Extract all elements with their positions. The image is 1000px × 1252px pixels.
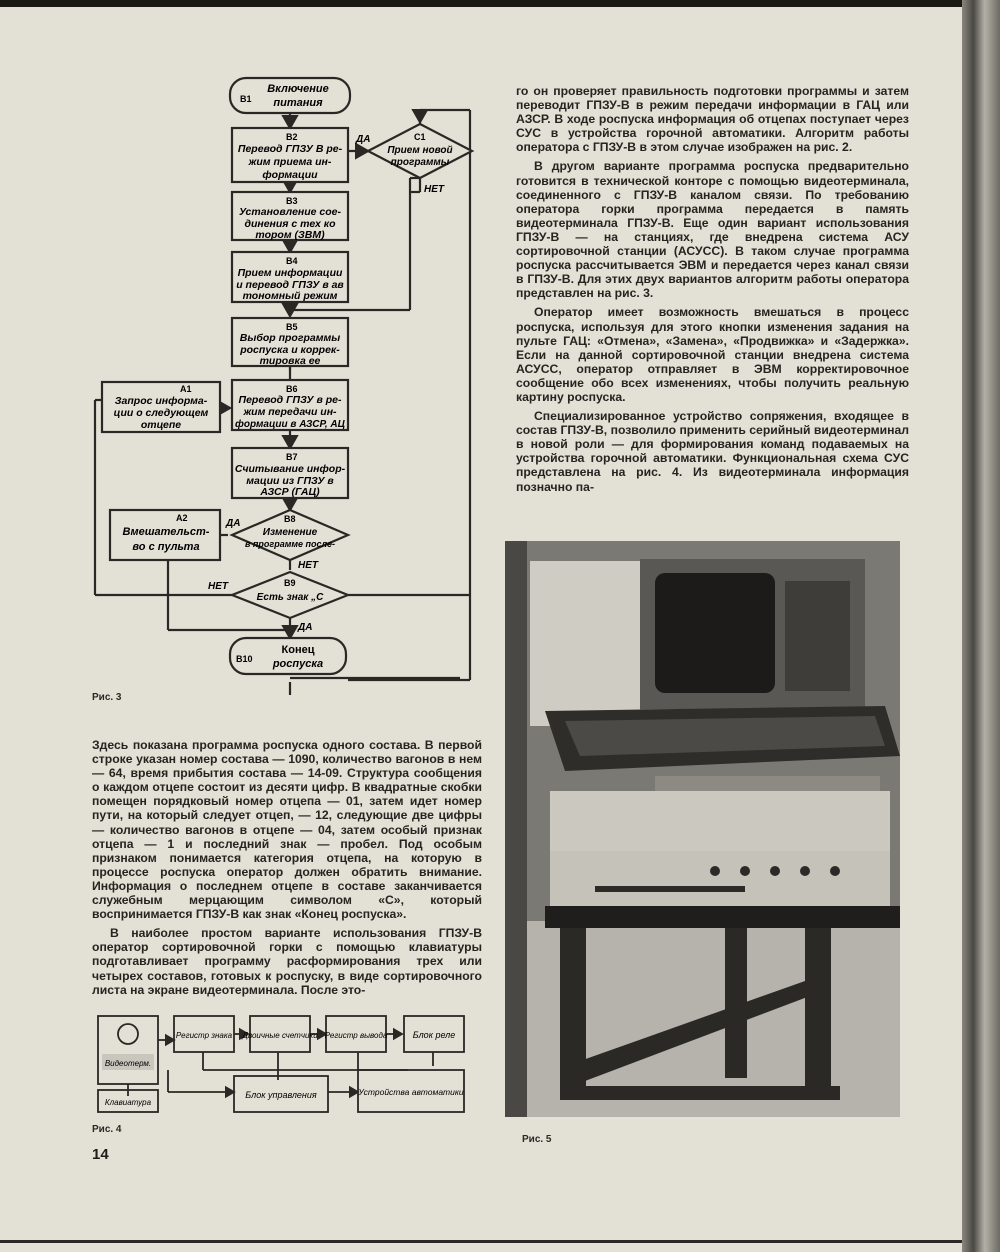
equipment-photo-drawing bbox=[505, 541, 900, 1117]
c1-line1: Прием новой bbox=[387, 145, 453, 156]
blok-rele-label: Блок реле bbox=[412, 1030, 456, 1040]
right-paragraph-2: В другом варианте программа роспуска предварительно готовится в технической конторе с помощью видеотерминала, соединенного с ГПЗУ-В каналом связи. По требованию оператора горки программа передается в память видеотерминала ГПЗУ-В. Еще один вариант использования ГПЗУ-В — на станциях, где внедрена система АСУ сортировочной станции (АСУСС). В таком случае программа роспуска рассчитывается ЭВМ и передается через канал связи в ГПЗУ-В. Для этих двух вариантов алгоритм работы оператора представлен на рис. 3. bbox=[516, 159, 909, 301]
register-znaka-label: Регистр знака bbox=[175, 1031, 233, 1040]
b9-yes-label: ДА bbox=[298, 622, 313, 633]
b3-id: B3 bbox=[286, 196, 298, 206]
b5-line3: тировка ее bbox=[259, 355, 321, 367]
right-paragraph-4: Специализированное устройство сопряжения, входящее в состав ГПЗУ-В, позволило применить серийный видеотерминал в новой роли — для формирования команд подаваемых на устройства горочной автоматики. Функциональная схема СУС представлена на рис. 4. Из видеотерминала информация позначно па- bbox=[516, 409, 909, 494]
b7-line3: АЗСР (ГАЦ) bbox=[260, 486, 320, 498]
b6-line3: формации в АЗСР, АЦ bbox=[235, 419, 345, 430]
b1-line2: питания bbox=[273, 97, 323, 109]
b10-line2: роспуска bbox=[272, 658, 324, 670]
b6-line2: жим передачи ин- bbox=[243, 406, 337, 418]
fig4-caption: Рис. 4 bbox=[92, 1124, 122, 1135]
videoterminal-label: Видеотерм. bbox=[104, 1059, 152, 1068]
c1-id: C1 bbox=[414, 132, 426, 142]
binding-spine bbox=[962, 0, 1000, 1252]
left-paragraph-1: Здесь показана программа роспуска одного состава. В первой строке указан номер состава — 1090, количество вагонов в нем — 64, время прибытия состава — 14-09. Структура сообщения о каждом отцепе состоит из десяти цифр. В квадратные скобки помещен порядковый номер отцепа — 01, затем идет номер пути, на который следует отцеп, — 12, следующие две цифры — количество вагонов в отцепе — 04, затем особый признак отцепа — 1 и последний знак — пробел. Под особым признаком понимается категория отцепа, на которую в процессе роспуска оператор должен обратить внимание. Информация о последнем отцепе в составе заканчивается служебным мерцающим символом «С», который воспринимается ГПЗУ-В как знак «Конец роспуска». bbox=[92, 738, 482, 922]
b2-line1: Перевод ГПЗУ В ре- bbox=[237, 143, 343, 155]
bottom-edge bbox=[0, 1240, 962, 1243]
klaviatura-label: Клавиатура bbox=[104, 1098, 152, 1107]
b5-line1: Выбор программы bbox=[239, 332, 341, 344]
a1-id: A1 bbox=[180, 384, 192, 394]
b2-line3: формации bbox=[262, 169, 318, 181]
block-diagram bbox=[88, 1010, 488, 1120]
b10-id: B10 bbox=[236, 654, 253, 664]
c1-yes-label: ДА bbox=[356, 134, 371, 145]
b1-line1: Включение bbox=[267, 83, 329, 95]
b8-yes-label: ДА bbox=[226, 518, 241, 529]
ustroystva-avtomatiki-label: Устройства автоматики bbox=[358, 1087, 464, 1097]
b5-id: B5 bbox=[286, 322, 298, 332]
b8-id: B8 bbox=[284, 514, 296, 524]
b8-no-label: НЕТ bbox=[298, 560, 318, 571]
b9-no-label: НЕТ bbox=[208, 581, 228, 592]
b6-id: B6 bbox=[286, 384, 298, 394]
b8-line1: Изменение bbox=[262, 527, 318, 538]
right-paragraph-3: Оператор имеет возможность вмешаться в процесс роспуска, используя для этого кнопки изменения задания на пульте ГАЦ: «Отмена», «Замена», «Продвижка» и «Задержка». Если на данной сортировочной станции внедрена система АСУСС, оператор отправляет в ЭВМ корректировочное сообщение обо всех изменениях, чтобы получить реальную картину роспуска. bbox=[516, 305, 909, 404]
dvoichnyi-label: Двоичные счетчики bbox=[242, 1031, 318, 1040]
b4-line3: тономный режим bbox=[242, 290, 338, 302]
left-column-text bbox=[92, 738, 482, 1002]
b3-line2: динения с тех ко bbox=[244, 218, 336, 230]
b2-id: B2 bbox=[286, 132, 298, 142]
a2-line1: Вмешательст- bbox=[122, 526, 210, 538]
b4-line2: и перевод ГПЗУ в ав bbox=[236, 279, 344, 291]
right-column-text bbox=[516, 84, 909, 499]
b9-id: B9 bbox=[284, 578, 296, 588]
a1-line1: Запрос информа- bbox=[114, 395, 208, 407]
right-paragraph-1: го он проверяет правильность подготовки программы и затем переводит ГПЗУ-В в режим передачи информации в ГАЦ или АЗСР. В ходе роспуска информация об отцепах поступает через СУС в устройства горочной автоматики. Алгоритм работы оператора с ГПЗУ-В в этом случае изображен на рис. 2. bbox=[516, 84, 909, 155]
page-number: 14 bbox=[92, 1146, 109, 1163]
b9-line1: Есть знак „С bbox=[256, 592, 324, 603]
c1-line2: программы bbox=[390, 157, 450, 168]
b7-line1: Считывание инфор- bbox=[234, 463, 346, 475]
screen-circle-icon bbox=[118, 1024, 138, 1044]
b7-line2: мации из ГПЗУ в bbox=[246, 475, 334, 487]
b5-line2: роспуска и коррек- bbox=[240, 344, 340, 356]
b2-line2: жим приема ин- bbox=[248, 156, 332, 168]
c1-no-label: НЕТ bbox=[424, 184, 444, 195]
b4-id: B4 bbox=[286, 256, 298, 266]
a1-line2: ции о следующем bbox=[113, 407, 209, 419]
b10-line1: Конец bbox=[281, 644, 315, 656]
b6-line1: Перевод ГПЗУ в ре- bbox=[238, 394, 342, 406]
a2-id: A2 bbox=[176, 513, 188, 523]
a1-line3: отцепе bbox=[140, 419, 182, 431]
a2-line2: во с пульта bbox=[132, 541, 200, 553]
top-edge bbox=[0, 0, 1000, 7]
fig3-caption: Рис. 3 bbox=[92, 692, 122, 703]
blok-upravleniya-label: Блок управления bbox=[245, 1090, 317, 1100]
crt-screen bbox=[655, 573, 775, 693]
b3-line3: тором (ЗВМ) bbox=[255, 229, 325, 241]
b7-id: B7 bbox=[286, 452, 298, 462]
b4-line1: Прием информации bbox=[237, 267, 343, 279]
b3-line1: Установление сое- bbox=[238, 206, 342, 218]
left-paragraph-2: В наиболее простом варианте использования ГПЗУ-В оператор сортировочной горки с помощью клавиатуры подготавливает программу расформирования трех или четырех составов, готовых к роспуску, в виде сортировочного листа на экране видеотерминала. После это- bbox=[92, 926, 482, 997]
b1-id: B1 bbox=[240, 94, 252, 104]
flowchart bbox=[80, 70, 500, 710]
equipment-photo bbox=[505, 541, 900, 1117]
b8-line2: в программе после- bbox=[244, 539, 336, 549]
register-vyvoda-label: Регистр вывода bbox=[324, 1031, 388, 1040]
fig5-caption: Рис. 5 bbox=[522, 1134, 552, 1145]
